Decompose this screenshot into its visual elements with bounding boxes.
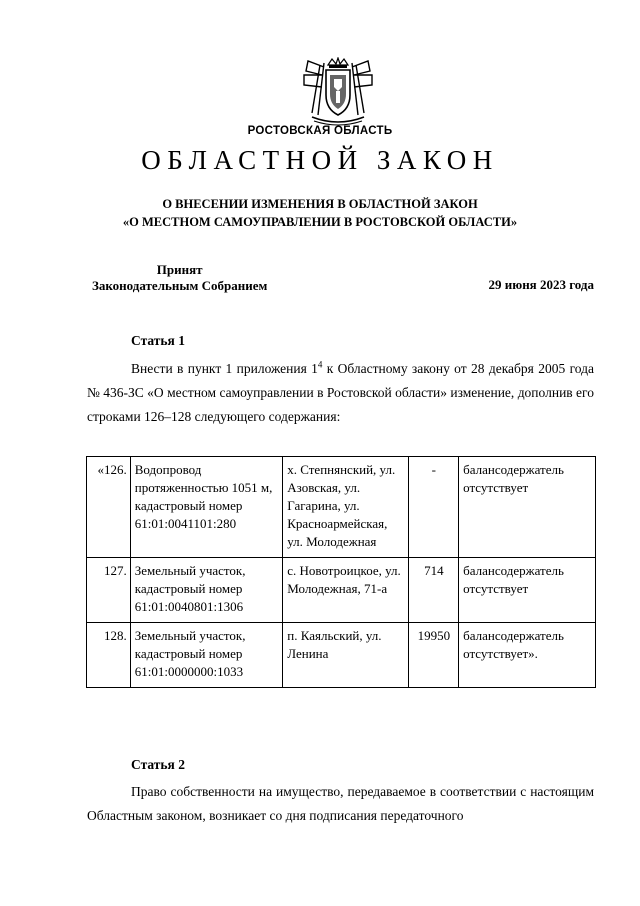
article-1-superscript: 4 xyxy=(317,359,323,370)
region-name: РОСТОВСКАЯ ОБЛАСТЬ xyxy=(247,125,393,137)
coat-of-arms-emblem xyxy=(298,57,378,127)
amendment-table xyxy=(86,456,596,688)
object-value: 714 xyxy=(408,558,459,623)
table-row xyxy=(87,623,596,688)
object-value: 19950 xyxy=(408,623,459,688)
article-1-text-part1: Внести в пункт 1 приложения 1 xyxy=(131,361,318,376)
balance-holder: балансодержатель отсутствует». xyxy=(459,623,596,688)
table-row xyxy=(87,457,596,558)
article-1-heading: Статья 1 xyxy=(131,333,185,348)
object-location: п. Каяльский, ул. Ленина xyxy=(283,623,408,688)
object-description: Земельный участок, кадастровый номер 61:01:0000000:1033 xyxy=(130,623,283,688)
object-location: х. Степнянский, ул. Азовская, ул. Гагарина, ул. Красноармейская, ул. Молодежная xyxy=(283,457,408,558)
adopted-by: Законодательным Собранием xyxy=(92,278,268,293)
table-row xyxy=(87,558,596,623)
adoption-date: 29 июня 2023 года xyxy=(488,277,594,292)
object-description: Водопровод протяженностью 1051 м, кадастровый номер 61:01:0041101:280 xyxy=(130,457,283,558)
balance-holder: балансодержатель отсутствует xyxy=(459,558,596,623)
law-title: ОБЛАСТНОЙ ЗАКОН xyxy=(141,145,499,175)
object-value: - xyxy=(408,457,459,558)
row-number: 127. xyxy=(87,558,131,623)
law-subtitle xyxy=(0,195,640,231)
article-2-text-body: Право собственности на имущество, передаваемое в соответствии с настоящим Областным законом, возникает со дня подписания передаточного xyxy=(87,784,594,823)
article-1-text xyxy=(87,357,594,429)
row-number: «126. xyxy=(87,457,131,558)
adopted-label: Принят xyxy=(156,262,203,277)
adoption-block xyxy=(92,262,267,294)
row-number: 128. xyxy=(87,623,131,688)
article-2-heading: Статья 2 xyxy=(131,757,185,772)
subtitle-line-2: «О МЕСТНОМ САМОУПРАВЛЕНИИ В РОСТОВСКОЙ ОБЛАСТИ» xyxy=(122,215,518,229)
article-1-text-part2: к Областному закону от 28 декабря 2005 года № 436-ЗС «О местном самоуправлении в Ростовской области» изменение, дополнив его строками 126–128 следующего содержания: xyxy=(87,361,594,424)
balance-holder: балансодержатель отсутствует xyxy=(459,457,596,558)
subtitle-line-1: О ВНЕСЕНИИ ИЗМЕНЕНИЯ В ОБЛАСТНОЙ ЗАКОН xyxy=(162,197,478,211)
object-description: Земельный участок, кадастровый номер 61:01:0040801:1306 xyxy=(130,558,283,623)
article-2-text xyxy=(87,780,594,828)
object-location: с. Новотроицкое, ул. Молодежная, 71-а xyxy=(283,558,408,623)
